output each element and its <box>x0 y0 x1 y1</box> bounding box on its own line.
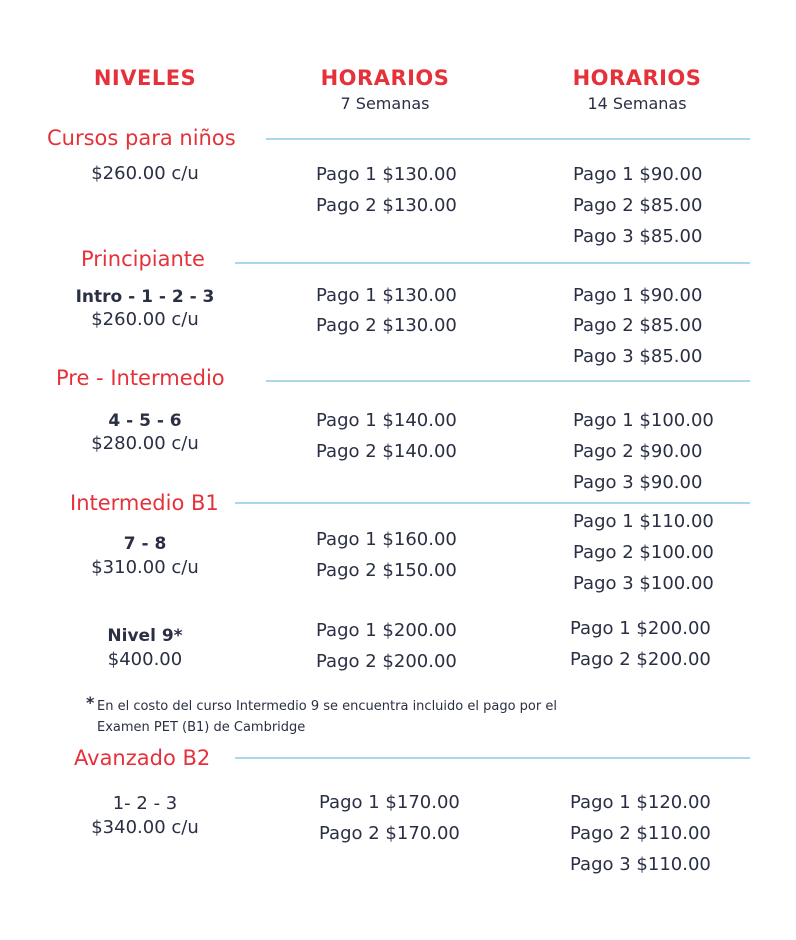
levels-nivel9: Nivel 9* <box>107 626 183 646</box>
footnote-line-2: Examen PET (B1) de Cambridge <box>97 720 306 735</box>
pago-7-principiante-1: Pago 1 $130.00 <box>316 285 457 306</box>
pago-14-preintermedio-2: Pago 2 $90.00 <box>573 441 703 462</box>
section-rule-avanzado <box>235 757 750 759</box>
price-principiante: $260.00 c/u <box>91 309 199 330</box>
pago-14-intermedio-3: Pago 3 $100.00 <box>573 573 714 594</box>
pago-14-avanzado-2: Pago 2 $110.00 <box>570 823 711 844</box>
pago-14-ninos-3: Pago 3 $85.00 <box>573 226 703 247</box>
pago-7-avanzado-2: Pago 2 $170.00 <box>319 823 460 844</box>
horarios-14-header: HORARIOS <box>572 66 702 90</box>
section-title-principiante: Principiante <box>81 247 205 271</box>
pago-14-avanzado-3: Pago 3 $110.00 <box>570 854 711 875</box>
pago-7-avanzado-1: Pago 1 $170.00 <box>319 792 460 813</box>
levels-preintermedio: 4 - 5 - 6 <box>108 411 182 431</box>
footnote-line-1: En el costo del curso Intermedio 9 se encuentra incluido el pago por el <box>97 699 557 714</box>
section-title-ninos: Cursos para niños <box>47 126 236 150</box>
section-rule-ninos <box>266 138 750 140</box>
section-rule-preintermedio <box>266 380 750 382</box>
footnote-star: * <box>86 693 95 712</box>
pago-7-intermedio-2: Pago 2 $150.00 <box>316 560 457 581</box>
section-title-avanzado: Avanzado B2 <box>74 746 211 770</box>
levels-avanzado: 1- 2 - 3 <box>112 793 178 814</box>
price-nivel9: $400.00 <box>107 649 183 670</box>
pago-7-nivel9-2: Pago 2 $200.00 <box>316 651 457 672</box>
section-title-intermedio: Intermedio B1 <box>70 491 219 515</box>
pago-14-nivel9-1: Pago 1 $200.00 <box>570 618 711 639</box>
levels-intermedio: 7 - 8 <box>123 534 167 554</box>
levels-principiante: Intro - 1 - 2 - 3 <box>75 287 215 307</box>
pago-7-ninos-1: Pago 1 $130.00 <box>316 164 457 185</box>
pago-14-intermedio-1: Pago 1 $110.00 <box>573 511 714 532</box>
pago-14-preintermedio-3: Pago 3 $90.00 <box>573 472 703 493</box>
price-avanzado: $340.00 c/u <box>91 817 199 838</box>
pago-14-avanzado-1: Pago 1 $120.00 <box>570 792 711 813</box>
pago-14-intermedio-2: Pago 2 $100.00 <box>573 542 714 563</box>
pago-14-nivel9-2: Pago 2 $200.00 <box>570 649 711 670</box>
pago-14-principiante-1: Pago 1 $90.00 <box>573 285 703 306</box>
section-rule-principiante <box>235 262 750 264</box>
pago-14-ninos-2: Pago 2 $85.00 <box>573 195 703 216</box>
pago-7-ninos-2: Pago 2 $130.00 <box>316 195 457 216</box>
pago-7-preintermedio-1: Pago 1 $140.00 <box>316 410 457 431</box>
pago-7-intermedio-1: Pago 1 $160.00 <box>316 529 457 550</box>
horarios-14-subheader: 14 Semanas <box>587 94 687 113</box>
pago-7-nivel9-1: Pago 1 $200.00 <box>316 620 457 641</box>
horarios-7-subheader: 7 Semanas <box>340 94 430 113</box>
price-ninos: $260.00 c/u <box>91 163 199 184</box>
pago-7-principiante-2: Pago 2 $130.00 <box>316 315 457 336</box>
price-intermedio: $310.00 c/u <box>91 557 199 578</box>
niveles-header: NIVELES <box>93 66 197 90</box>
pago-14-ninos-1: Pago 1 $90.00 <box>573 164 703 185</box>
horarios-7-header: HORARIOS <box>320 66 450 90</box>
pago-7-preintermedio-2: Pago 2 $140.00 <box>316 441 457 462</box>
section-title-preintermedio: Pre - Intermedio <box>56 366 225 390</box>
price-preintermedio: $280.00 c/u <box>91 433 199 454</box>
pago-14-principiante-3: Pago 3 $85.00 <box>573 346 703 367</box>
pago-14-principiante-2: Pago 2 $85.00 <box>573 315 703 336</box>
section-rule-intermedio <box>235 502 750 504</box>
pago-14-preintermedio-1: Pago 1 $100.00 <box>573 410 714 431</box>
